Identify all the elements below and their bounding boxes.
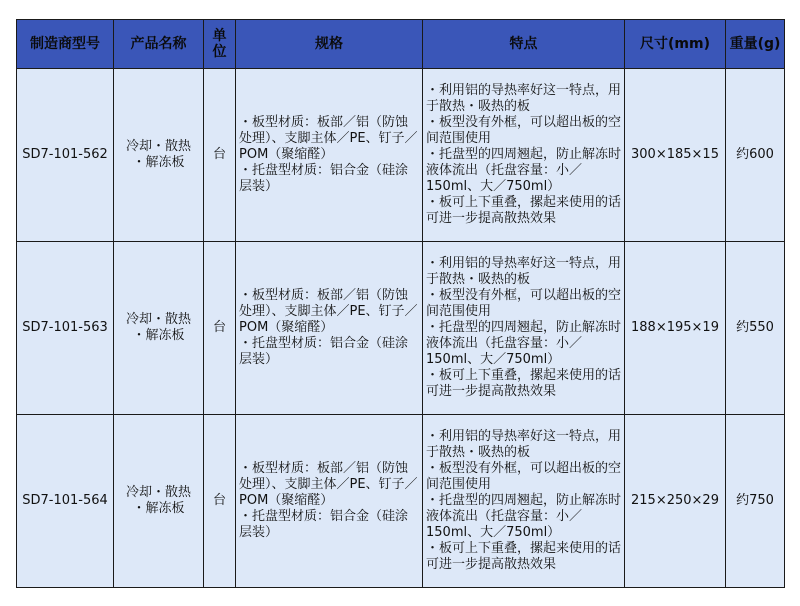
header-spec: 规格 <box>236 20 423 69</box>
feature-line: ・板可上下重叠，摞起来使用的话可进一步提高散热效果 <box>426 368 622 399</box>
cell-size: 188×195×19 <box>625 242 726 415</box>
name-line: ・解冻板 <box>132 501 185 516</box>
feature-line: ・托盘型的四周翘起，防止解冻时液体流出（托盘容量：小／150ml、大／750ml） <box>426 147 622 194</box>
cell-features <box>423 415 625 588</box>
header-product-name: 产品名称 <box>114 20 204 69</box>
cell-size: 300×185×15 <box>625 69 726 242</box>
header-model: 制造商型号 <box>17 20 114 69</box>
cell-product-name <box>114 69 204 242</box>
cell-features <box>423 69 625 242</box>
cell-unit: 台 <box>204 242 236 415</box>
feature-line: ・板型没有外框，可以超出板的空间范围使用 <box>426 115 622 146</box>
table-row <box>17 69 785 242</box>
table-row <box>17 415 785 588</box>
feature-line: ・板可上下重叠，摞起来使用的话可进一步提高散热效果 <box>426 541 622 572</box>
cell-features <box>423 242 625 415</box>
name-line: ・解冻板 <box>132 155 185 170</box>
header-features: 特点 <box>423 20 625 69</box>
spec-line: ・托盘型材质：铝合金（硅涂层装） <box>239 509 409 540</box>
header-row <box>17 20 785 69</box>
feature-line: ・板型没有外框，可以超出板的空间范围使用 <box>426 288 622 319</box>
feature-line: ・利用铝的导热率好这一特点，用于散热・吸热的板 <box>426 83 622 114</box>
spec-line: ・板型材质：板部／铝（防蚀处理）、支脚主体／PE、钉子／POM（聚缩醛） <box>239 115 418 162</box>
name-line: 冷却・散热 <box>125 485 191 500</box>
header-unit: 单位 <box>204 20 236 69</box>
product-spec-table <box>16 19 785 588</box>
feature-line: ・板可上下重叠，摞起来使用的话可进一步提高散热效果 <box>426 195 622 226</box>
cell-weight: 约550 <box>726 242 785 415</box>
spec-table-container <box>16 19 785 588</box>
feature-line: ・托盘型的四周翘起，防止解冻时液体流出（托盘容量：小／150ml、大／750ml） <box>426 493 622 540</box>
feature-line: ・托盘型的四周翘起，防止解冻时液体流出（托盘容量：小／150ml、大／750ml） <box>426 320 622 367</box>
spec-line: ・托盘型材质：铝合金（硅涂层装） <box>239 163 409 194</box>
table-row <box>17 242 785 415</box>
feature-line: ・板型没有外框，可以超出板的空间范围使用 <box>426 461 622 492</box>
cell-weight: 约750 <box>726 415 785 588</box>
cell-product-name <box>114 415 204 588</box>
name-line: 冷却・散热 <box>125 139 191 154</box>
spec-line: ・板型材质：板部／铝（防蚀处理）、支脚主体／PE、钉子／POM（聚缩醛） <box>239 288 418 335</box>
header-size: 尺寸(mm) <box>625 20 726 69</box>
name-line: 冷却・散热 <box>125 312 191 327</box>
feature-line: ・利用铝的导热率好这一特点，用于散热・吸热的板 <box>426 429 622 460</box>
cell-size: 215×250×29 <box>625 415 726 588</box>
spec-line: ・板型材质：板部／铝（防蚀处理）、支脚主体／PE、钉子／POM（聚缩醛） <box>239 461 418 508</box>
cell-weight: 约600 <box>726 69 785 242</box>
cell-unit: 台 <box>204 69 236 242</box>
cell-product-name <box>114 242 204 415</box>
name-line: ・解冻板 <box>132 328 185 343</box>
cell-model: SD7-101-563 <box>17 242 114 415</box>
feature-line: ・利用铝的导热率好这一特点，用于散热・吸热的板 <box>426 256 622 287</box>
cell-model: SD7-101-562 <box>17 69 114 242</box>
cell-spec <box>236 242 423 415</box>
cell-spec <box>236 415 423 588</box>
cell-unit: 台 <box>204 415 236 588</box>
cell-spec <box>236 69 423 242</box>
spec-line: ・托盘型材质：铝合金（硅涂层装） <box>239 336 409 367</box>
header-weight: 重量(g) <box>726 20 785 69</box>
cell-model: SD7-101-564 <box>17 415 114 588</box>
